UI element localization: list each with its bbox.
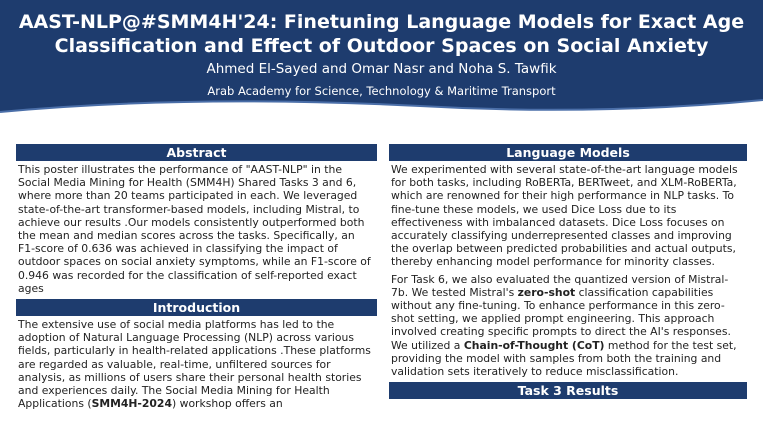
left-column — [16, 144, 377, 414]
language-models-paragraph-1: We experimented with several state-of-the-art language models for both tasks, including RoBERTa, BERTweet, and XLM-RoBERTa, which are renowned for their high performance in NLP tasks. To fine-tune these models, we used Dice Loss due to its effectiveness with imbalanced datasets. Dice Loss focuses on accurately classifying underrepresented classes and improving the overlap between predicted probabilities and actual outputs, thereby enhancing model performance for minority classes. — [391, 163, 738, 269]
poster-header — [0, 0, 763, 115]
affiliation: Arab Academy for Science, Technology & Maritime Transport — [207, 84, 556, 98]
abstract-heading: Abstract — [16, 144, 377, 161]
intro-text-part1: The extensive use of social media platforms has led to the adoption of Natural Language Processing (NLP) across various fields, particularly in health-related applications .These platforms are regarded as valuable, real-time, unfiltered sources for analysis, as millions of users share their personal health stories and experiences daily. The Social Media Mining for Health Applications ( — [18, 318, 371, 411]
intro-text-part2: ) workshop offers an — [171, 397, 283, 411]
poster-title — [0, 10, 763, 58]
right-column — [389, 144, 747, 399]
lm-p2-text-b: classification capabilities without any fine-tuning. To enhance performance in this zero-shot setting, we applied prompt engineering. This approach involved creating specific prompts to direct the AI's responses. We utilized a — [391, 285, 731, 352]
lm-p2-bold-zero-shot: zero-shot — [517, 285, 576, 299]
title-line-2: Classification and Effect of Outdoor Spaces on Social Anxiety — [54, 35, 709, 57]
lm-p2-bold-cot: Chain-of-Thought (CoT) — [463, 338, 605, 352]
task3-results-heading: Task 3 Results — [389, 382, 747, 399]
language-models-text — [391, 163, 747, 378]
introduction-text — [18, 318, 377, 410]
language-models-heading: Language Models — [389, 144, 747, 161]
authors: Ahmed El-Sayed and Omar Nasr and Noha S. Tawfik — [206, 61, 557, 77]
header-wave-decoration — [0, 98, 763, 115]
intro-bold-workshop: SMM4H-2024 — [91, 397, 172, 411]
lm-p2-text-c: method for the test set, providing the model with samples from both the training and validation sets iteratively to reduce misclassification. — [391, 338, 737, 379]
abstract-paragraph: This poster illustrates the performance of "AAST-NLP" in the Social Media Mining for Health (SMM4H) Shared Tasks 3 and 6, where more than 20 teams participated in each. We leveraged state-of-the-art transformer-based models, including Mistral, to achieve our results .Our models consistently outperformed both the mean and median scores across the tasks. Specifically, an F1-score of 0.636 was achieved in classifying the impact of outdoor spaces on social anxiety symptoms, while an F1-score of 0.946 was recorded for the classification of self-reported exact ages — [18, 163, 371, 295]
title-line-1: AAST-NLP@#SMM4H'24: Finetuning Language Models for Exact Age — [18, 11, 745, 33]
introduction-paragraph — [18, 318, 375, 410]
lm-p2-text-a: For Task 6, we also evaluated the quantized version of Mistral-7b. We tested Mistral's — [391, 272, 729, 299]
language-models-paragraph-2 — [391, 273, 745, 379]
abstract-text — [18, 163, 377, 295]
introduction-heading: Introduction — [16, 299, 377, 316]
